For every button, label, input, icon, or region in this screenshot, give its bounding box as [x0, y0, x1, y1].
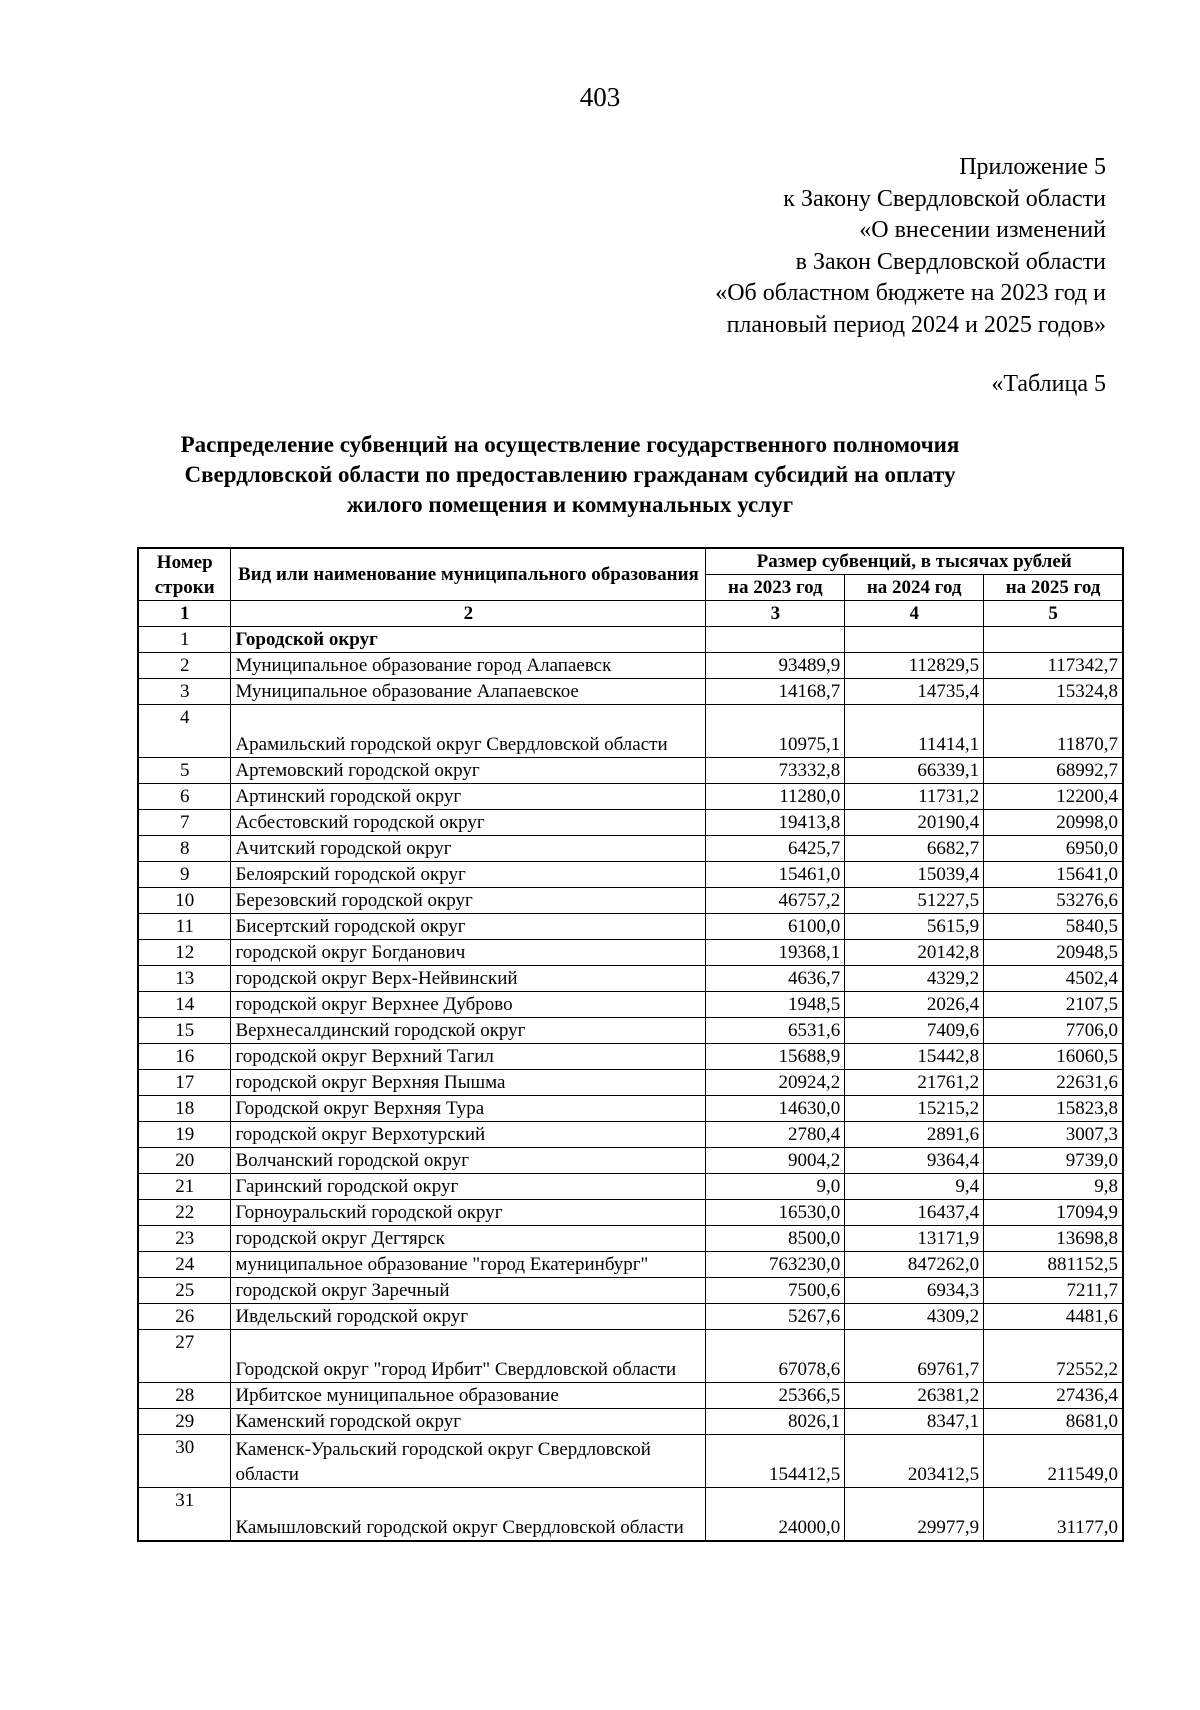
- appendix-line: к Закону Свердловской области: [783, 185, 1106, 212]
- table-row: [138, 1226, 1123, 1252]
- table-row: [138, 1435, 1123, 1488]
- amount-2024-cell: 66339,1: [845, 758, 984, 784]
- amount-2024-cell: 15442,8: [845, 1044, 984, 1070]
- table-row: [138, 1070, 1123, 1096]
- column-number: 4: [845, 601, 984, 627]
- row-number-cell: 20: [138, 1148, 231, 1174]
- municipality-name-cell: Березовский городской округ: [231, 888, 706, 914]
- row-number-cell: 22: [138, 1200, 231, 1226]
- amount-2025-cell: 5840,5: [984, 914, 1123, 940]
- row-number-cell: 8: [138, 836, 231, 862]
- municipality-name-cell: городской округ Верх-Нейвинский: [231, 966, 706, 992]
- amount-2023-cell: 93489,9: [706, 653, 845, 679]
- row-number-cell: 14: [138, 992, 231, 1018]
- table-row: [138, 1200, 1123, 1226]
- header-row-number: Номер строки: [138, 548, 231, 601]
- row-number-cell: 24: [138, 1252, 231, 1278]
- amount-2024-cell: 11731,2: [845, 784, 984, 810]
- row-number-cell: 26: [138, 1304, 231, 1330]
- amount-2023-cell: 763230,0: [706, 1252, 845, 1278]
- header-year-2024: на 2024 год: [845, 575, 984, 601]
- title-line: Распределение субвенций на осуществление государственного полномочия: [180, 432, 960, 457]
- amount-2024-cell: 13171,9: [845, 1226, 984, 1252]
- amount-2024-cell: 203412,5: [845, 1435, 984, 1488]
- row-number-cell: 17: [138, 1070, 231, 1096]
- amount-2025-cell: 15641,0: [984, 862, 1123, 888]
- row-number-cell: 9: [138, 862, 231, 888]
- table-row: [138, 1252, 1123, 1278]
- title-line: Свердловской области по предоставлению гражданам субсидий на оплату: [184, 462, 956, 487]
- table-row: [138, 784, 1123, 810]
- amount-2023-cell: 154412,5: [706, 1435, 845, 1488]
- table-row: [138, 679, 1123, 705]
- amount-2024-cell: 51227,5: [845, 888, 984, 914]
- row-number-cell: 1: [138, 627, 231, 653]
- amount-2025-cell: 72552,2: [984, 1330, 1123, 1383]
- amount-2023-cell: 2780,4: [706, 1122, 845, 1148]
- amount-2025-cell: 6950,0: [984, 836, 1123, 862]
- municipality-name-cell: городской округ Верхотурский: [231, 1122, 706, 1148]
- amount-2023-cell: 19368,1: [706, 940, 845, 966]
- amount-2024-cell: 5615,9: [845, 914, 984, 940]
- table-row: [138, 1330, 1123, 1383]
- municipality-name-cell: Городской округ: [231, 627, 706, 653]
- header-year-2025: на 2025 год: [984, 575, 1123, 601]
- amount-2023-cell: [706, 627, 845, 653]
- row-number-cell: 16: [138, 1044, 231, 1070]
- row-number-cell: 29: [138, 1409, 231, 1435]
- amount-2023-cell: 6531,6: [706, 1018, 845, 1044]
- amount-2023-cell: 4636,7: [706, 966, 845, 992]
- municipality-name-cell: Волчанский городской округ: [231, 1148, 706, 1174]
- appendix-line: в Закон Свердловской области: [795, 248, 1106, 275]
- amount-2023-cell: 7500,6: [706, 1278, 845, 1304]
- column-number: 3: [706, 601, 845, 627]
- municipality-name-cell: Артемовский городской округ: [231, 758, 706, 784]
- table-body: [138, 627, 1123, 1542]
- amount-2025-cell: 22631,6: [984, 1070, 1123, 1096]
- row-number-cell: 23: [138, 1226, 231, 1252]
- amount-2024-cell: 7409,6: [845, 1018, 984, 1044]
- amount-2024-cell: 2891,6: [845, 1122, 984, 1148]
- municipality-name-cell: городской округ Верхний Тагил: [231, 1044, 706, 1070]
- row-number-cell: 19: [138, 1122, 231, 1148]
- amount-2024-cell: 112829,5: [845, 653, 984, 679]
- title-line: жилого помещения и коммунальных услуг: [346, 492, 794, 517]
- table-row: [138, 1044, 1123, 1070]
- amount-2024-cell: 4309,2: [845, 1304, 984, 1330]
- municipality-name-cell: Камышловский городской округ Свердловской области: [231, 1488, 706, 1542]
- amount-2023-cell: 15461,0: [706, 862, 845, 888]
- amount-2024-cell: 26381,2: [845, 1383, 984, 1409]
- amount-2023-cell: 19413,8: [706, 810, 845, 836]
- amount-2023-cell: 14168,7: [706, 679, 845, 705]
- row-number-cell: 31: [138, 1488, 231, 1542]
- row-number-cell: 18: [138, 1096, 231, 1122]
- amount-2023-cell: 10975,1: [706, 705, 845, 758]
- table-row: [138, 888, 1123, 914]
- amount-2024-cell: 16437,4: [845, 1200, 984, 1226]
- municipality-name-cell: Ачитский городской округ: [231, 836, 706, 862]
- table-row: [138, 836, 1123, 862]
- table-row: [138, 705, 1123, 758]
- appendix-line: плановый период 2024 и 2025 годов»: [726, 311, 1106, 338]
- appendix-line: «Об областном бюджете на 2023 год и: [715, 280, 1106, 307]
- table-row: [138, 1148, 1123, 1174]
- table-row: [138, 1018, 1123, 1044]
- amount-2023-cell: 46757,2: [706, 888, 845, 914]
- amount-2025-cell: 17094,9: [984, 1200, 1123, 1226]
- row-number-cell: 25: [138, 1278, 231, 1304]
- amount-2024-cell: [845, 627, 984, 653]
- table-row: [138, 653, 1123, 679]
- municipality-name-cell: городской округ Заречный: [231, 1278, 706, 1304]
- column-number: 5: [984, 601, 1123, 627]
- amount-2025-cell: 31177,0: [984, 1488, 1123, 1542]
- municipality-name-cell: Белоярский городской округ: [231, 862, 706, 888]
- amount-2025-cell: 27436,4: [984, 1383, 1123, 1409]
- column-number: 1: [138, 601, 231, 627]
- amount-2024-cell: 6934,3: [845, 1278, 984, 1304]
- municipality-name-cell: Горноуральский городской округ: [231, 1200, 706, 1226]
- table-row: [138, 966, 1123, 992]
- header-name: Вид или наименование муниципального образования: [231, 548, 706, 601]
- municipality-name-cell: Городской округ Верхняя Тура: [231, 1096, 706, 1122]
- amount-2024-cell: 8347,1: [845, 1409, 984, 1435]
- amount-2023-cell: 9,0: [706, 1174, 845, 1200]
- amount-2025-cell: 8681,0: [984, 1409, 1123, 1435]
- amount-2025-cell: 20948,5: [984, 940, 1123, 966]
- amount-2024-cell: 15215,2: [845, 1096, 984, 1122]
- table-row: [138, 940, 1123, 966]
- page-number: 403: [579, 82, 621, 112]
- amount-2023-cell: 11280,0: [706, 784, 845, 810]
- amount-2025-cell: 12200,4: [984, 784, 1123, 810]
- row-number-cell: 7: [138, 810, 231, 836]
- amount-2025-cell: 4502,4: [984, 966, 1123, 992]
- table-row: [138, 1278, 1123, 1304]
- amount-2024-cell: 4329,2: [845, 966, 984, 992]
- amount-2023-cell: 8026,1: [706, 1409, 845, 1435]
- municipality-name-cell: Каменск-Уральский городской округ Свердловской области: [231, 1435, 706, 1488]
- amount-2024-cell: 21761,2: [845, 1070, 984, 1096]
- amount-2025-cell: 53276,6: [984, 888, 1123, 914]
- municipality-name-cell: городской округ Верхняя Пышма: [231, 1070, 706, 1096]
- appendix-block: [715, 152, 1106, 342]
- row-number-cell: 15: [138, 1018, 231, 1044]
- appendix-line: Приложение 5: [959, 154, 1106, 180]
- table-row: [138, 1488, 1123, 1542]
- municipality-name-cell: Арамильский городской округ Свердловской области: [231, 705, 706, 758]
- amount-2024-cell: 20142,8: [845, 940, 984, 966]
- row-number-cell: 2: [138, 653, 231, 679]
- amount-2023-cell: 5267,6: [706, 1304, 845, 1330]
- amount-2025-cell: 7706,0: [984, 1018, 1123, 1044]
- amount-2024-cell: 847262,0: [845, 1252, 984, 1278]
- table-label: «Таблица 5: [991, 371, 1106, 397]
- amount-2025-cell: 15823,8: [984, 1096, 1123, 1122]
- table-row: [138, 1122, 1123, 1148]
- header-amount-group: Размер субвенций, в тысячах рублей: [706, 548, 1123, 575]
- amount-2023-cell: 14630,0: [706, 1096, 845, 1122]
- municipality-name-cell: Городской округ "город Ирбит" Свердловской области: [231, 1330, 706, 1383]
- amount-2023-cell: 6100,0: [706, 914, 845, 940]
- table-row: [138, 810, 1123, 836]
- municipality-name-cell: Верхнесалдинский городской округ: [231, 1018, 706, 1044]
- amount-2024-cell: 9364,4: [845, 1148, 984, 1174]
- table-row: [138, 1174, 1123, 1200]
- amount-2025-cell: 68992,7: [984, 758, 1123, 784]
- amount-2024-cell: 2026,4: [845, 992, 984, 1018]
- document-title: [150, 430, 990, 520]
- municipality-name-cell: городской округ Богданович: [231, 940, 706, 966]
- row-number-cell: 27: [138, 1330, 231, 1383]
- row-number-cell: 4: [138, 705, 231, 758]
- amount-2023-cell: 67078,6: [706, 1330, 845, 1383]
- amount-2025-cell: 20998,0: [984, 810, 1123, 836]
- amount-2024-cell: 11414,1: [845, 705, 984, 758]
- amount-2025-cell: 13698,8: [984, 1226, 1123, 1252]
- table-row: [138, 758, 1123, 784]
- table-row: [138, 1096, 1123, 1122]
- amount-2025-cell: 9739,0: [984, 1148, 1123, 1174]
- amount-2025-cell: 7211,7: [984, 1278, 1123, 1304]
- municipality-name-cell: Гаринский городской округ: [231, 1174, 706, 1200]
- appendix-line: «О внесении изменений: [859, 217, 1106, 244]
- amount-2024-cell: 20190,4: [845, 810, 984, 836]
- header-year-2023: на 2023 год: [706, 575, 845, 601]
- municipality-name-cell: Муниципальное образование Алапаевское: [231, 679, 706, 705]
- table-row: [138, 914, 1123, 940]
- row-number-cell: 13: [138, 966, 231, 992]
- column-number: 2: [231, 601, 706, 627]
- amount-2025-cell: [984, 627, 1123, 653]
- municipality-name-cell: городской округ Верхнее Дуброво: [231, 992, 706, 1018]
- amount-2024-cell: 69761,7: [845, 1330, 984, 1383]
- amount-2024-cell: 29977,9: [845, 1488, 984, 1542]
- amount-2024-cell: 14735,4: [845, 679, 984, 705]
- municipality-name-cell: городской округ Дегтярск: [231, 1226, 706, 1252]
- row-number-cell: 10: [138, 888, 231, 914]
- amount-2025-cell: 16060,5: [984, 1044, 1123, 1070]
- amount-2025-cell: 3007,3: [984, 1122, 1123, 1148]
- amount-2023-cell: 20924,2: [706, 1070, 845, 1096]
- amount-2025-cell: 881152,5: [984, 1252, 1123, 1278]
- amount-2025-cell: 117342,7: [984, 653, 1123, 679]
- amount-2025-cell: 2107,5: [984, 992, 1123, 1018]
- amount-2023-cell: 25366,5: [706, 1383, 845, 1409]
- municipality-name-cell: муниципальное образование "город Екатеринбург": [231, 1252, 706, 1278]
- table-row: [138, 1409, 1123, 1435]
- amount-2025-cell: 15324,8: [984, 679, 1123, 705]
- amount-2023-cell: 8500,0: [706, 1226, 845, 1252]
- amount-2024-cell: 15039,4: [845, 862, 984, 888]
- amount-2023-cell: 24000,0: [706, 1488, 845, 1542]
- row-number-cell: 5: [138, 758, 231, 784]
- subvention-table: [137, 547, 1124, 1542]
- amount-2024-cell: 9,4: [845, 1174, 984, 1200]
- amount-2023-cell: 73332,8: [706, 758, 845, 784]
- municipality-name-cell: Асбестовский городской округ: [231, 810, 706, 836]
- amount-2023-cell: 6425,7: [706, 836, 845, 862]
- table-row: [138, 992, 1123, 1018]
- amount-2025-cell: 4481,6: [984, 1304, 1123, 1330]
- table-row: [138, 627, 1123, 653]
- amount-2025-cell: 9,8: [984, 1174, 1123, 1200]
- row-number-cell: 11: [138, 914, 231, 940]
- amount-2023-cell: 15688,9: [706, 1044, 845, 1070]
- amount-2023-cell: 16530,0: [706, 1200, 845, 1226]
- row-number-cell: 30: [138, 1435, 231, 1488]
- municipality-name-cell: Муниципальное образование город Алапаевск: [231, 653, 706, 679]
- row-number-cell: 3: [138, 679, 231, 705]
- row-number-cell: 6: [138, 784, 231, 810]
- municipality-name-cell: Ивдельский городской округ: [231, 1304, 706, 1330]
- table-row: [138, 1383, 1123, 1409]
- row-number-cell: 12: [138, 940, 231, 966]
- table-row: [138, 1304, 1123, 1330]
- table-row: [138, 862, 1123, 888]
- municipality-name-cell: Ирбитское муниципальное образование: [231, 1383, 706, 1409]
- amount-2025-cell: 211549,0: [984, 1435, 1123, 1488]
- amount-2025-cell: 11870,7: [984, 705, 1123, 758]
- amount-2024-cell: 6682,7: [845, 836, 984, 862]
- row-number-cell: 21: [138, 1174, 231, 1200]
- municipality-name-cell: Артинский городской округ: [231, 784, 706, 810]
- municipality-name-cell: Бисертский городской округ: [231, 914, 706, 940]
- row-number-cell: 28: [138, 1383, 231, 1409]
- amount-2023-cell: 9004,2: [706, 1148, 845, 1174]
- municipality-name-cell: Каменский городской округ: [231, 1409, 706, 1435]
- amount-2023-cell: 1948,5: [706, 992, 845, 1018]
